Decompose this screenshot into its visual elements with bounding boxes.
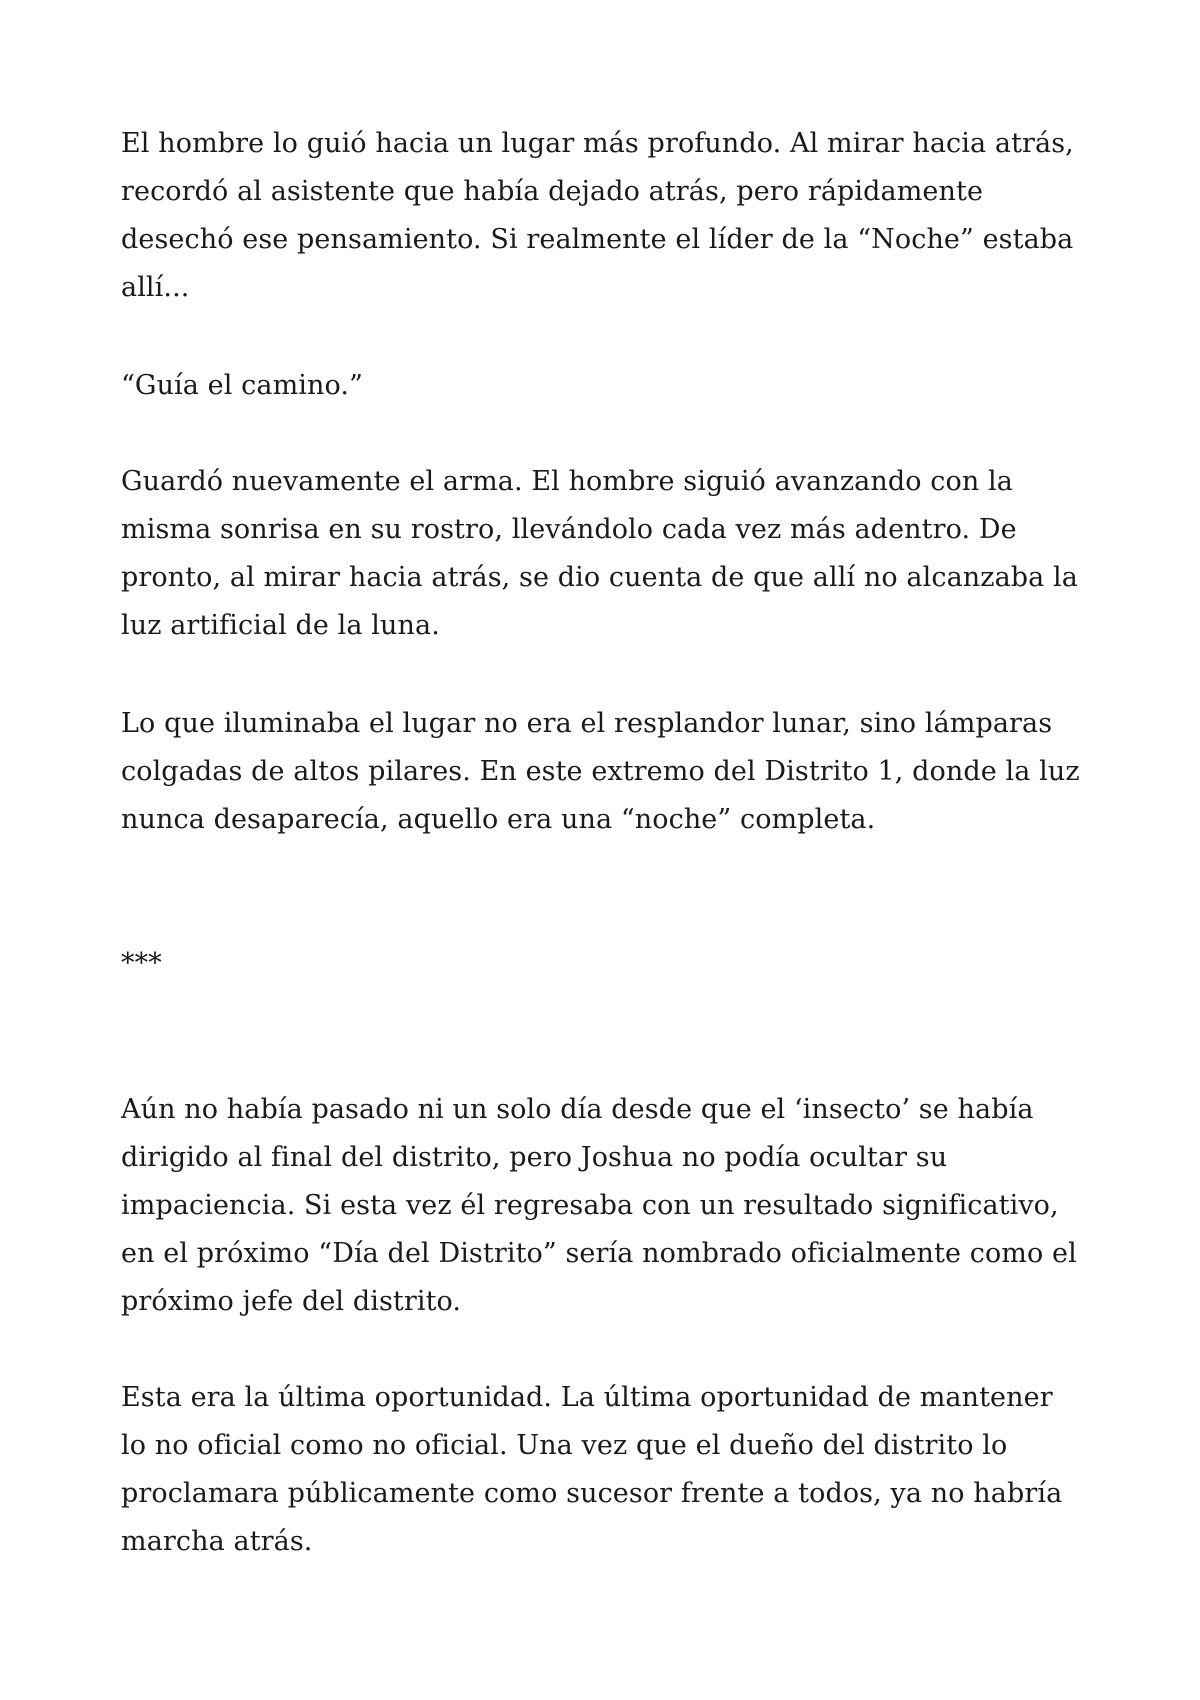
paragraph-line: en el próximo “Día del Distrito” sería nombrado oficialmente como el — [121, 1238, 1077, 1269]
paragraph-line: nunca desaparecía, aquello era una “noche” completa. — [121, 804, 876, 835]
paragraph-line: Aún no había pasado ni un solo día desde que el ‘insecto’ se había — [121, 1094, 1034, 1125]
paragraph-line: proclamara públicamente como sucesor frente a todos, ya no habría — [121, 1478, 1063, 1509]
paragraph-line: Lo que iluminaba el lugar no era el resplandor lunar, sino lámparas — [121, 708, 1053, 739]
paragraph-line: recordó al asistente que había dejado atrás, pero rápidamente — [121, 176, 984, 207]
paragraph-4 — [121, 700, 1101, 844]
scene-break — [121, 940, 1101, 988]
scene-break-marker: *** — [121, 948, 162, 979]
paragraph-line: Guardó nuevamente el arma. El hombre siguió avanzando con la — [121, 466, 1013, 497]
paragraph-line: “Guía el camino.” — [121, 370, 363, 401]
paragraph-line: impaciencia. Si esta vez él regresaba con un resultado significativo, — [121, 1190, 1059, 1221]
paragraph-line: próximo jefe del distrito. — [121, 1286, 462, 1317]
paragraph-3 — [121, 458, 1101, 650]
paragraph-5 — [121, 1086, 1101, 1326]
paragraph-line: marcha atrás. — [121, 1526, 313, 1557]
paragraph-1 — [121, 120, 1101, 312]
paragraph-line: desechó ese pensamiento. Si realmente el líder de la “Noche” estaba — [121, 224, 1074, 255]
paragraph-line: allí... — [121, 272, 190, 303]
paragraph-line: Esta era la última oportunidad. La última oportunidad de mantener — [121, 1382, 1053, 1413]
paragraph-line: lo no oficial como no oficial. Una vez que el dueño del distrito lo — [121, 1430, 1008, 1461]
paragraph-line: dirigido al final del distrito, pero Joshua no podía ocultar su — [121, 1142, 948, 1173]
paragraph-line: El hombre lo guió hacia un lugar más profundo. Al mirar hacia atrás, — [121, 128, 1074, 159]
paragraph-line: pronto, al mirar hacia atrás, se dio cuenta de que allí no alcanzaba la — [121, 562, 1078, 593]
paragraph-2 — [121, 362, 1101, 410]
paragraph-line: luz artificial de la luna. — [121, 610, 440, 641]
paragraph-6 — [121, 1374, 1101, 1566]
paragraph-line: colgadas de altos pilares. En este extremo del Distrito 1, donde la luz — [121, 756, 1080, 787]
paragraph-line: misma sonrisa en su rostro, llevándolo cada vez más adentro. De — [121, 514, 1017, 545]
